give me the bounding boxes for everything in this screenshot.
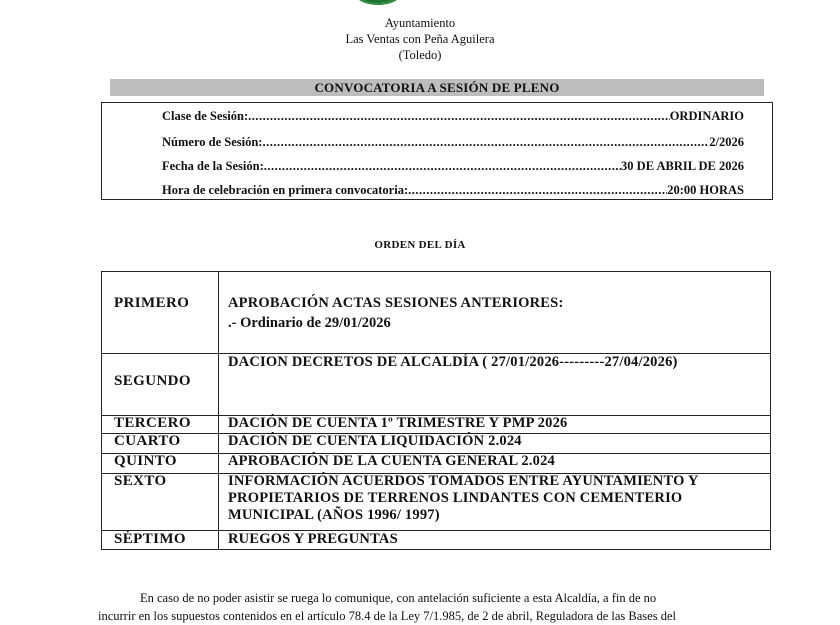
agenda-ordinal-2: SEGUNDO (114, 373, 191, 389)
agenda-item-1: APROBACIÓN ACTAS SESIONES ANTERIORES: (228, 295, 564, 311)
header-line-2: Las Ventas con Peña Aguilera (345, 32, 495, 46)
agenda-ordinal-1: PRIMERO (114, 295, 190, 311)
header-line-3: (Toledo) (398, 48, 442, 62)
agenda-heading: ORDEN DEL DÍA (374, 239, 466, 251)
agenda-table (101, 271, 771, 550)
session-time-row (162, 183, 744, 198)
agenda-item-6: INFORMACIÓN ACUERDOS TOMADOS ENTRE AYUNTAMIENTO Y PROPIETARIOS DE TERRENOS LINDANTES CON CEMENTERIO MUNICIPAL (AÑOS 1996/ 1997) (228, 473, 698, 523)
session-details-box (101, 102, 773, 200)
session-number-value: 2/2026 (709, 135, 744, 149)
session-class-label: Clase de Sesión: (162, 109, 249, 123)
session-time-label: Hora de celebración en primera convocatoria: (162, 183, 409, 197)
agenda-ordinal-5: QUINTO (114, 453, 177, 469)
town-logo (340, 0, 580, 12)
agenda-item-7: RUEGOS Y PREGUNTAS (228, 531, 398, 547)
session-class-value: ORDINARIO (669, 109, 744, 123)
session-number-row (162, 135, 744, 150)
session-date-value: 30 DE ABRIL DE 2026 (621, 159, 744, 173)
agenda-ordinal-3: TERCERO (114, 415, 191, 431)
agenda-item-4: DACIÓN DE CUENTA LIQUIDACIÓN 2.024 (228, 433, 522, 449)
session-number-label: Número de Sesión: (162, 135, 263, 149)
agenda-ordinal-7: SÉPTIMO (114, 531, 186, 547)
footer-line-1: En caso de no poder asistir se ruega lo comunique, con antelación suficiente a esta Alcaldía, a fin de no (140, 591, 657, 605)
agenda-item-1-sub: .- Ordinario de 29/01/2026 (228, 315, 391, 331)
agenda-item-3: DACIÓN DE CUENTA 1º TRIMESTRE Y PMP 2026 (228, 415, 568, 431)
agenda-item-5: APROBACIÓN DE LA CUENTA GENERAL 2.024 (228, 453, 555, 469)
agenda-ordinal-4: CUARTO (114, 433, 181, 449)
header-line-1: Ayuntamiento (384, 16, 456, 30)
footer-line-2: incurrir en los supuestos contenidos en el artículo 78.4 de la Ley 7/1.985, de 2 de abril, Reguladora de las Bases del (98, 609, 676, 623)
session-date-row (162, 159, 744, 174)
document-title: CONVOCATORIA A SESIÓN DE PLENO (110, 79, 764, 96)
session-class-row (162, 109, 744, 124)
agenda-ordinal-6: SEXTO (114, 473, 167, 489)
agenda-item-2: DACION DECRETOS DE ALCALDÍA ( 27/01/2026---------27/04/2026) (228, 354, 678, 370)
session-time-value: 20:00 HORAS (667, 183, 744, 197)
session-date-label: Fecha de la Sesión: (162, 159, 264, 173)
